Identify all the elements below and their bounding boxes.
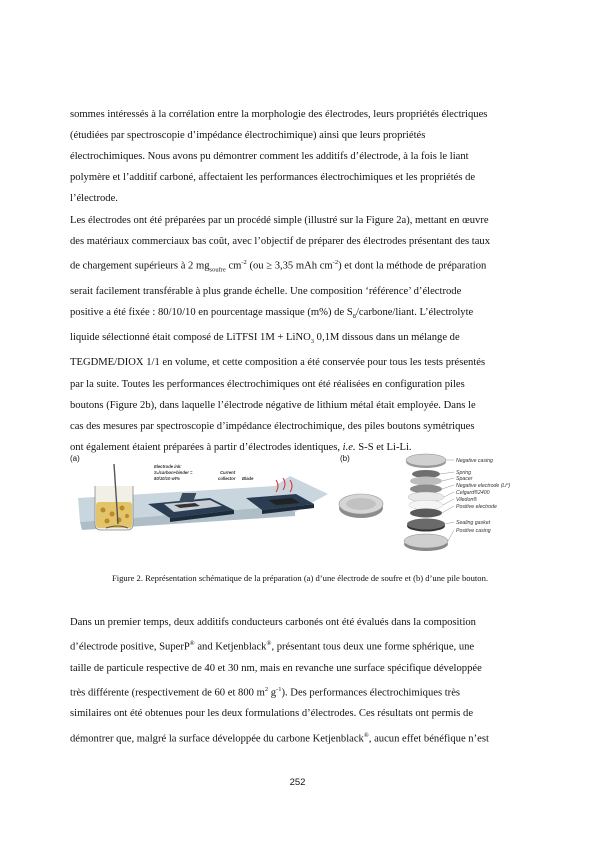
- negative-electrode-label: Negative electrode (Li⁰): [456, 483, 511, 489]
- text-line: (étudiées par spectroscopie d’impédance électrochimique) ainsi que leurs propriétés: [70, 130, 426, 142]
- text-line: de chargement supérieurs à 2 $mg_{soufre}$ $cm^{-2}$ (ou ≥ 3,35 mAh $cm^{-2}$) et dont la méthode de préparation: [70, 259, 487, 274]
- panel-a-label: (a): [70, 454, 80, 463]
- negative-casing-label: Negative casing: [456, 458, 493, 464]
- text-line: positive a été fixée : 80/10/10 en pourcentage massique (m%) de $S_8/carbone$/liant. L’électrolyte: [70, 307, 474, 321]
- text-line: démontrer que, malgré la surface développée du carbone Ketjenblack®, aucun effet bénéfique n’est: [70, 731, 489, 745]
- paragraph-3: [70, 612, 528, 749]
- text-line: l’électrode.: [70, 193, 118, 205]
- text-line: taille de particule respective de 40 et 30 nm, mais en revanche une surface spécifique développée: [70, 662, 482, 674]
- step3-label: at 55 °C during 24h: [262, 530, 301, 535]
- sealing-gasket-label: Sealing gasket: [456, 520, 491, 526]
- paragraph-1: [70, 104, 528, 209]
- ink-label-line2: 80/10/10 wt%: [154, 476, 180, 481]
- text-line: polymère et l’additif carboné, affectaient les performances électrochimiques et les propriétés de: [70, 172, 476, 184]
- text-line: sommes intéressés à la corrélation entre la morphologie des électrodes, leurs propriétés électriques: [70, 109, 488, 120]
- panel-b-label: (b): [340, 454, 350, 463]
- text-line: ont également étaient préparées à partir d’électrodes identiques, i.e. S-S et Li-Li.: [70, 441, 412, 453]
- positive-electrode-label: Positive electrode: [456, 504, 497, 510]
- text-line: d’électrode positive, SuperP® and Ketjenblack®, présentant tous deux une forme sphérique, une: [70, 640, 475, 653]
- celgard-label: Celgard®2400: [456, 490, 490, 496]
- text-line: des matériaux commerciaux bas coût, avec l’objectif de préparer des électrodes présentant des taux: [70, 236, 491, 248]
- coin-cell-schematic: [338, 450, 528, 562]
- viledon-label: Viledon®: [456, 497, 478, 503]
- spring-label: Spring: [456, 470, 471, 476]
- step2-label: Coating of the electrode slurry on: [162, 532, 231, 537]
- text-line: par la suite. Toutes les performances électrochimiques ont été réalisées en configuration piles: [70, 378, 465, 390]
- page-number: 252: [289, 777, 306, 788]
- step3-label: Drying in the air: [266, 524, 299, 529]
- step2-label: the current collector: [172, 538, 214, 543]
- text-line: liquide sélectionné était composé de LiTFSI 1M + LiNO$_3$ 0,1M dissous dans un mélange de: [70, 332, 460, 346]
- beaker-icon: [95, 464, 133, 530]
- text-line: Les électrodes ont été préparées par un procédé simple (illustré sur la Figure 2a), mettant en œuvre: [70, 215, 489, 226]
- collector-label: collector: [218, 476, 236, 481]
- text-line: similaires ont été obtenues pour les deux formulations d’électrodes. Ces résultats ont permis de: [70, 708, 474, 720]
- exploded-stack-icon: [404, 454, 448, 551]
- text-line: cas des mesures par spectroscopie d’impédance électrochimique, des piles boutons symétriques: [70, 420, 475, 432]
- text-line: serait facilement transférable à plus grande échelle. Une composition ‘référence’ d’électrode: [70, 285, 462, 297]
- text-line: TEGDME/DIOX 1/1 en volume, et cette composition a été conservée pour tous les tests présentés: [70, 357, 486, 369]
- figure-2: [70, 450, 528, 565]
- ink-label-line1: S₈/carbon+binder =: [154, 470, 193, 475]
- current-label: Current: [220, 470, 236, 475]
- text-line: boutons (Figure 2b), dans laquelle l’électrode négative de lithium métal était employée. Dans le: [70, 399, 476, 411]
- text-line: électrochimiques. Nous avons pu démontrer comment les additifs d’électrode, à la fois le liant: [70, 151, 469, 163]
- spacer-label: Spacer: [456, 476, 473, 482]
- step1-label: preparation: [96, 540, 120, 545]
- text-line: très différente (respectivement de 60 et 800 $m^2$ $g^{-1}$). Des performances électrochimiques très: [70, 685, 461, 699]
- figure-caption: Figure 2. Représentation schématique de la préparation (a) d’une électrode de soufre et (b) d’une pile bouton.: [111, 573, 489, 583]
- electrode-preparation-schematic: [70, 450, 328, 562]
- ink-label-title: Electrode ink:: [154, 464, 182, 469]
- positive-casing-label: Positive casing: [456, 528, 491, 534]
- blade-label: Blade: [242, 476, 254, 481]
- text-line: Dans un premier temps, deux additifs conducteurs carbonés ont été évalués dans la composition: [70, 617, 476, 628]
- coin-cell-icon: [339, 494, 383, 518]
- paragraph-2: [70, 210, 528, 458]
- step1-label: Homogenous ink: [90, 534, 125, 539]
